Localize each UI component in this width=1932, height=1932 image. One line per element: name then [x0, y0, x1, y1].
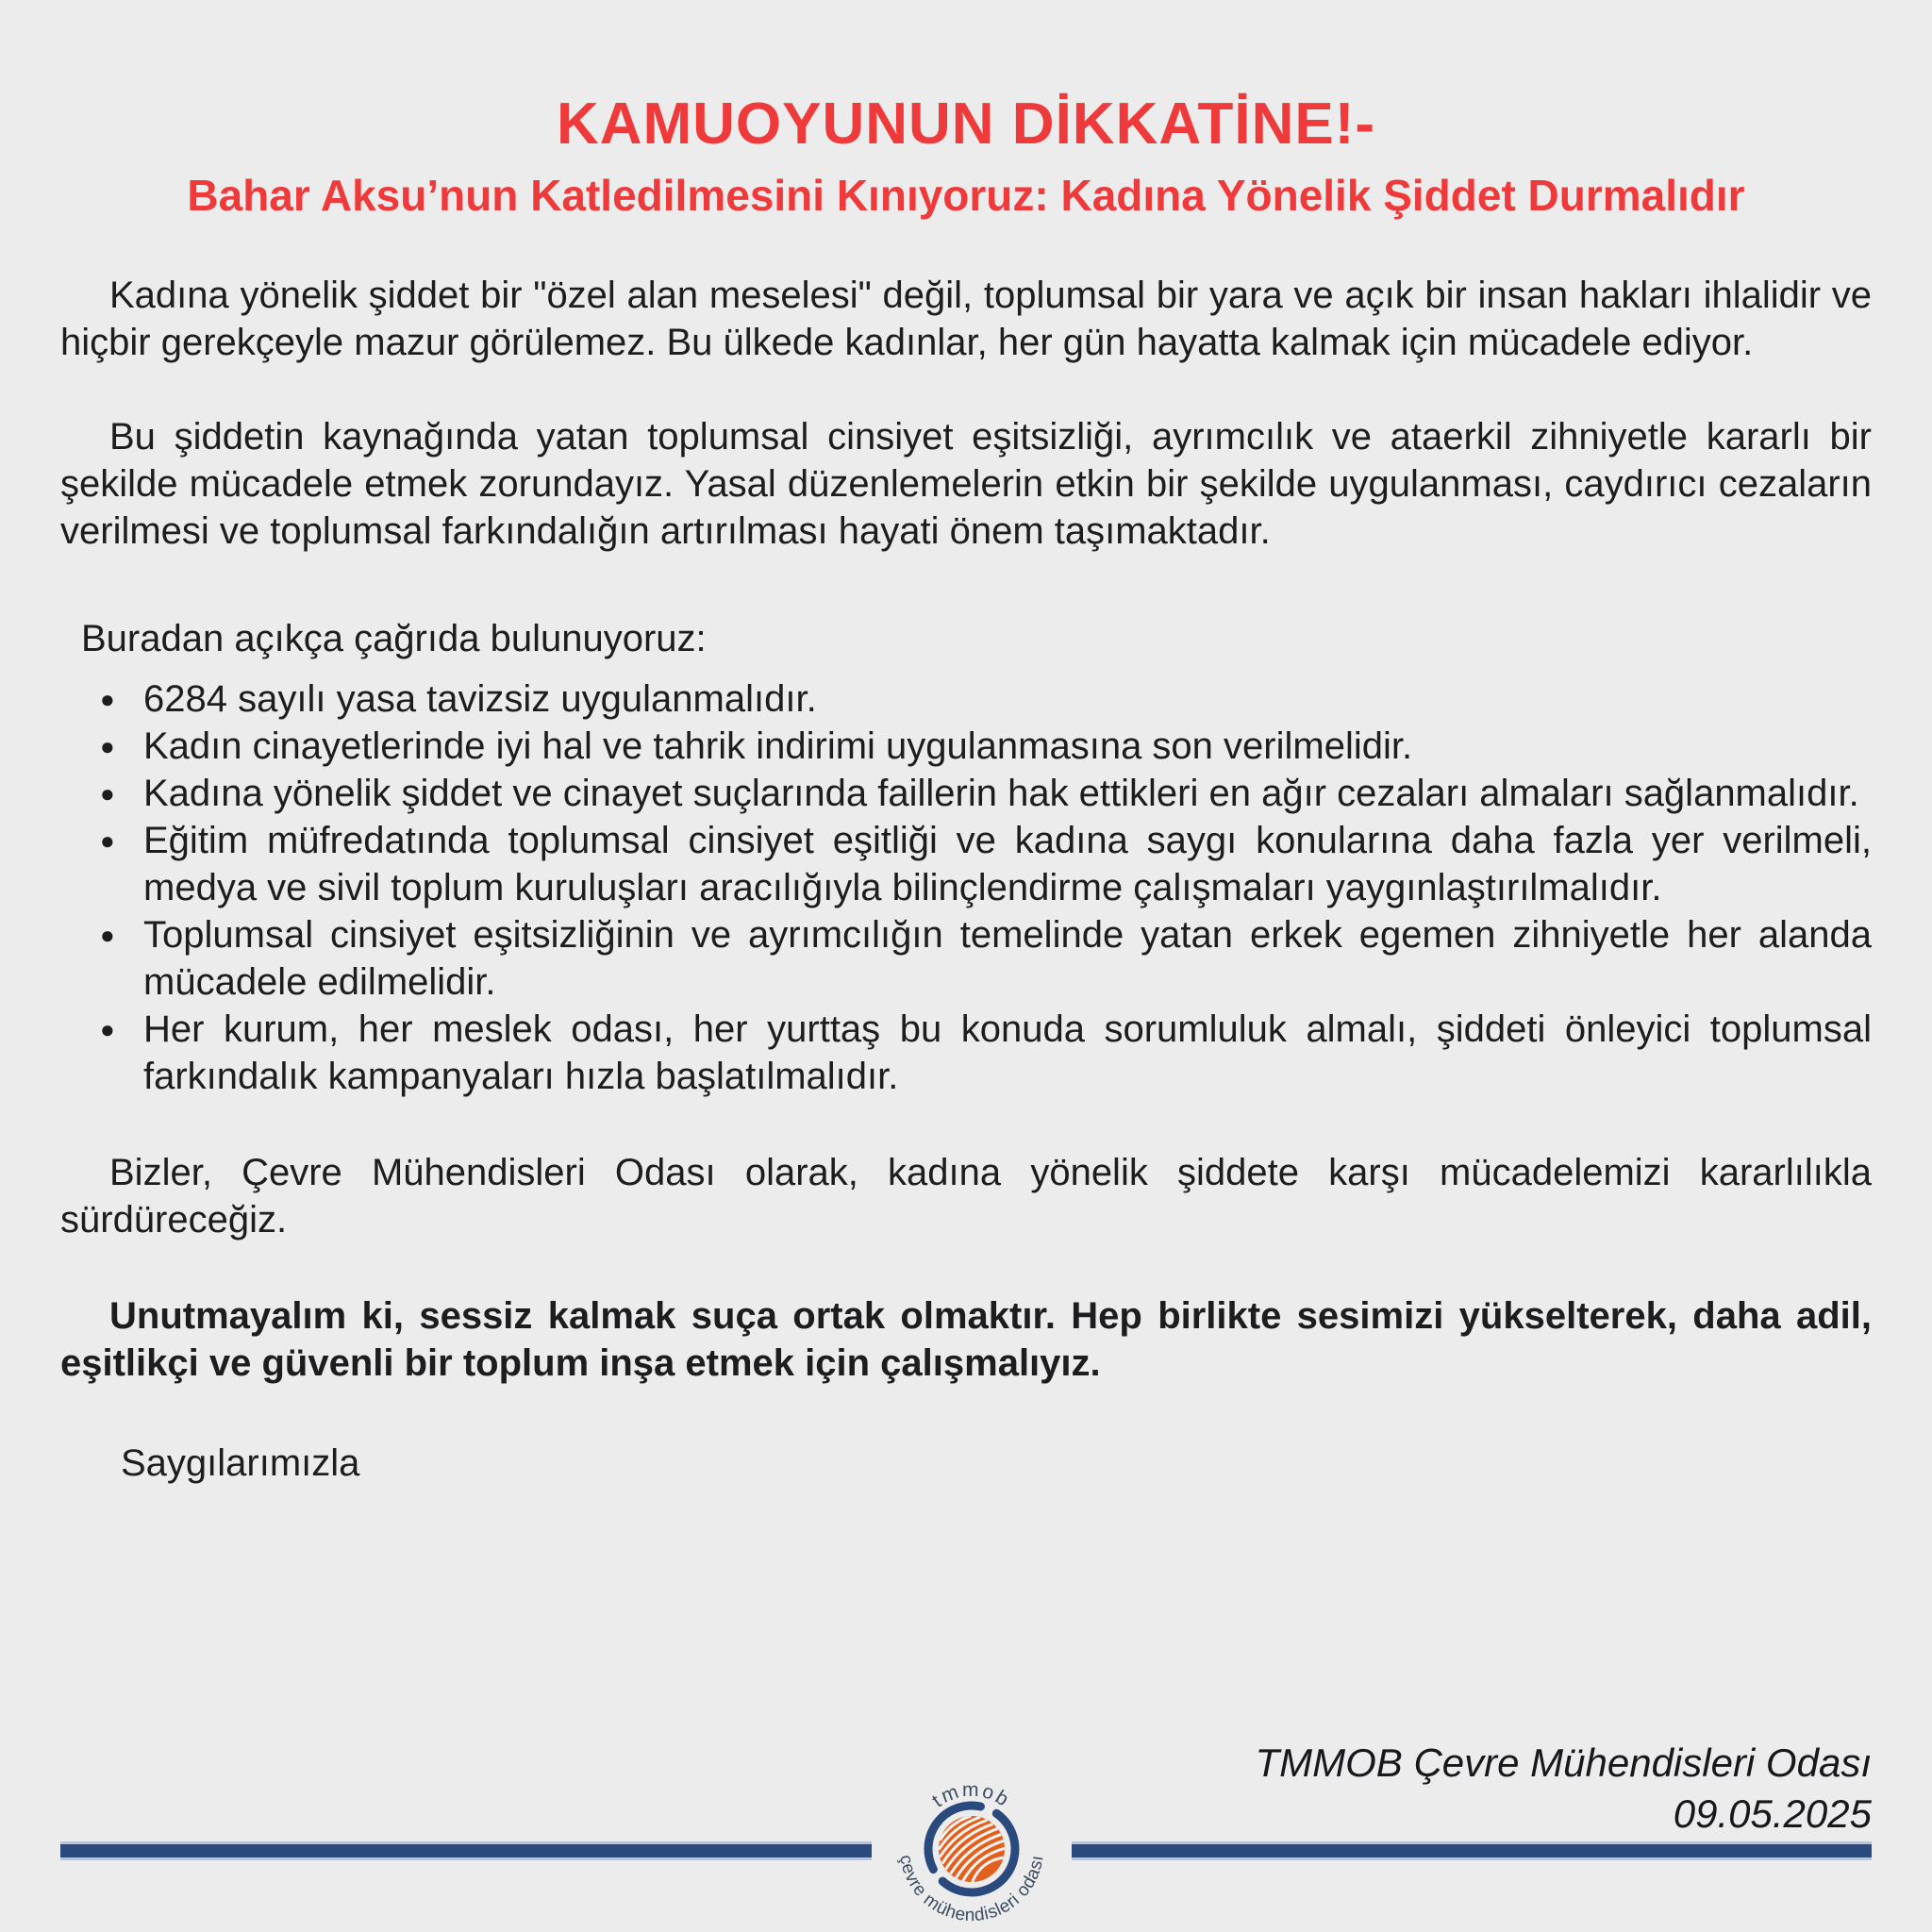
- signature-block: [1255, 1738, 1872, 1840]
- cmo-logo: [868, 1766, 1075, 1932]
- list-item: [60, 675, 1872, 723]
- paragraph-emphasis: Unutmayalım ki, sessiz kalmak suça ortak olmaktır. Hep birlikte sesimizi yükselterek, daha adil, eşitlikçi ve güvenli bir toplum inşa etmek için çalışmalıyız.: [60, 1294, 1872, 1384]
- list-item-text: Kadına yönelik şiddet ve cinayet suçlarında faillerin hak ettikleri en ağır cezaları almaları sağlanmalıdır.: [143, 772, 1859, 814]
- logo-top-text: tmmob: [928, 1778, 1015, 1812]
- bullet-icon: ●: [100, 920, 115, 949]
- paragraph-commitment: Bizler, Çevre Mühendisleri Odası olarak, kadına yönelik şiddete karşı mücadelemizi kararlılıkla sürdüreceğiz.: [60, 1151, 1872, 1241]
- paragraph-intro: Kadına yönelik şiddet bir "özel alan meselesi" değil, toplumsal bir yara ve açık bir insan hakları ihlalidir ve hiçbir gerekçeyle mazur görülemez. Bu ülkede kadınlar, her gün hayatta kalmak için mücadele ediyor.: [60, 274, 1872, 363]
- list-item: [60, 911, 1872, 1006]
- list-item: [60, 723, 1872, 770]
- footer-bar-right: [1072, 1841, 1872, 1860]
- page-title: KAMUOYUNUN DİKKATİNE!-: [556, 92, 1376, 157]
- logo-bottom-text: çevre mühendisleri odası: [895, 1853, 1048, 1926]
- bullet-icon: ●: [100, 731, 115, 760]
- footer-bar-left: [60, 1841, 872, 1860]
- list-item: [60, 817, 1872, 911]
- bullet-icon: ●: [100, 825, 115, 855]
- signature-organization: TMMOB Çevre Mühendisleri Odası: [1255, 1740, 1872, 1785]
- list-item-text: 6284 sayılı yasa tavizsiz uygulanmalıdır.: [143, 677, 817, 720]
- list-item-text: Kadın cinayetlerinde iyi hal ve tahrik indirimi uygulanmasına son verilmelidir.: [143, 724, 1413, 767]
- list-item-text: Her kurum, her meslek odası, her yurttaş bu konuda sorumluluk almalı, şiddeti önleyici toplumsal farkındalık kampanyaları hızla başlatılmalıdır.: [143, 1008, 1872, 1097]
- bullet-icon: ●: [100, 1014, 115, 1043]
- list-item: [60, 770, 1872, 817]
- header: [0, 0, 1932, 221]
- bullet-icon: ●: [100, 684, 115, 713]
- bullet-icon: ●: [100, 778, 115, 808]
- list-item: [60, 1006, 1872, 1100]
- list-item-text: Toplumsal cinsiyet eşitsizliğinin ve ayrımcılığın temelinde yatan erkek egemen zihniyetle her alanda mücadele edilmelidir.: [143, 913, 1872, 1003]
- call-intro: Buradan açıkça çağrıda bulunuyoruz:: [81, 617, 707, 659]
- demands-list: [60, 675, 1872, 1100]
- signature-date: 09.05.2025: [1673, 1791, 1872, 1836]
- page-subtitle: Bahar Aksu’nun Katledilmesini Kınıyoruz: Kadına Yönelik Şiddet Durmalıdır: [187, 171, 1745, 220]
- salutation: Saygılarımızla: [121, 1441, 360, 1484]
- paragraph-cause: Bu şiddetin kaynağında yatan toplumsal cinsiyet eşitsizliği, ayrımcılık ve ataerkil zihniyetle kararlı bir şekilde mücadele etmek zorundayız. Yasal düzenlemelerin etkin bir şekilde uygulanması, caydırıcı cezaların verilmesi ve toplumsal farkındalığın artırılması hayati önem taşımaktadır.: [60, 415, 1872, 552]
- list-item-text: Eğitim müfredatında toplumsal cinsiyet eşitliği ve kadına saygı konularına daha fazla yer verilmeli, medya ve sivil toplum kuruluşları aracılığıyla bilinçlendirme çalışmaları yaygınlaştırılmalıdır.: [143, 819, 1872, 908]
- announcement-body: [0, 272, 1932, 1487]
